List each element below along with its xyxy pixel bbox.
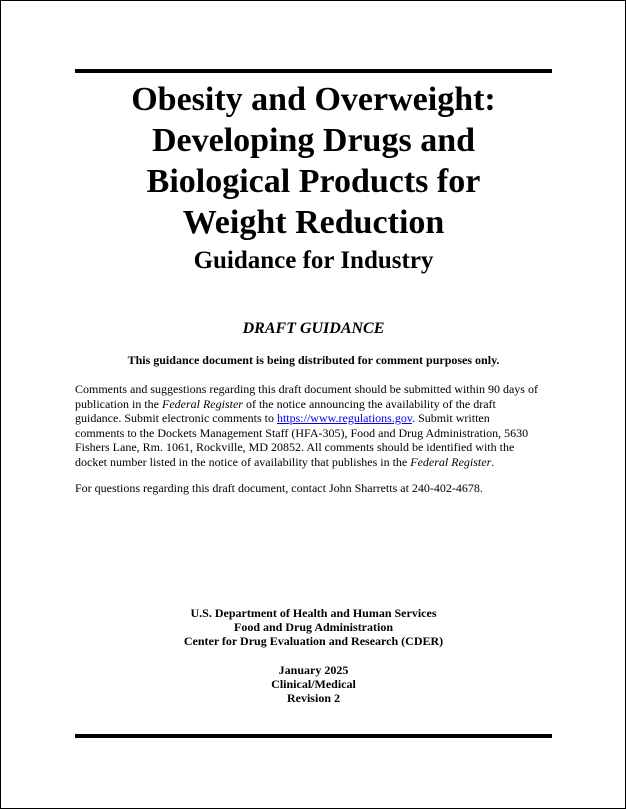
federal-register-italic-2: Federal Register <box>410 454 492 469</box>
comments-line-6 <box>75 455 553 470</box>
title-line-3: Biological Products for <box>146 163 481 200</box>
agency-block <box>75 606 552 648</box>
title-line-1: Obesity and Overweight: <box>131 81 496 118</box>
revision-number: Revision 2 <box>286 691 340 705</box>
title-line-2: Developing Drugs and <box>151 122 476 159</box>
comments-paragraph <box>75 382 553 470</box>
comments-line-3-post: . Submit written <box>412 411 490 426</box>
document-title <box>75 79 552 243</box>
comments-line-3-pre: guidance. Submit electronic comments to <box>75 411 277 426</box>
center-name: Center for Drug Evaluation and Research (CDER) <box>183 634 444 648</box>
document-subtitle: Guidance for Industry <box>193 247 434 274</box>
comments-line-4: comments to the Dockets Management Staff (HFA-305), Food and Drug Administration, 5630 <box>75 425 529 440</box>
distribution-note: This guidance document is being distributed for comment purposes only. <box>127 353 500 367</box>
comments-line-2 <box>75 397 553 412</box>
date-block <box>75 663 552 705</box>
comments-line-2-pre: publication in the <box>75 396 162 411</box>
publication-date: January 2025 <box>278 663 349 677</box>
document-category: Clinical/Medical <box>271 677 356 691</box>
bottom-horizontal-rule <box>75 734 552 738</box>
title-line-4: Weight Reduction <box>182 204 445 241</box>
draft-guidance-heading: DRAFT GUIDANCE <box>242 320 385 337</box>
administration-name: Food and Drug Administration <box>233 620 394 634</box>
comments-line-5: Fishers Lane, Rm. 1061, Rockville, MD 20852. All comments should be identified with the <box>75 440 515 455</box>
comments-line-1: Comments and suggestions regarding this draft document should be submitted within 90 days of <box>75 382 538 396</box>
comments-line-3 <box>75 411 553 426</box>
comments-line-6-post: . <box>491 454 495 469</box>
federal-register-italic: Federal Register <box>161 396 243 411</box>
top-horizontal-rule <box>75 69 552 73</box>
comments-line-6-pre: docket number listed in the notice of availability that publishes in the <box>75 454 411 469</box>
department-name: U.S. Department of Health and Human Services <box>190 606 437 620</box>
comments-line-2-post: of the notice announcing the availability of the draft <box>242 396 496 411</box>
regulations-gov-link[interactable]: https://www.regulations.gov <box>276 411 413 426</box>
questions-contact: For questions regarding this draft document, contact John Sharretts at 240-402-4678. <box>75 481 483 495</box>
